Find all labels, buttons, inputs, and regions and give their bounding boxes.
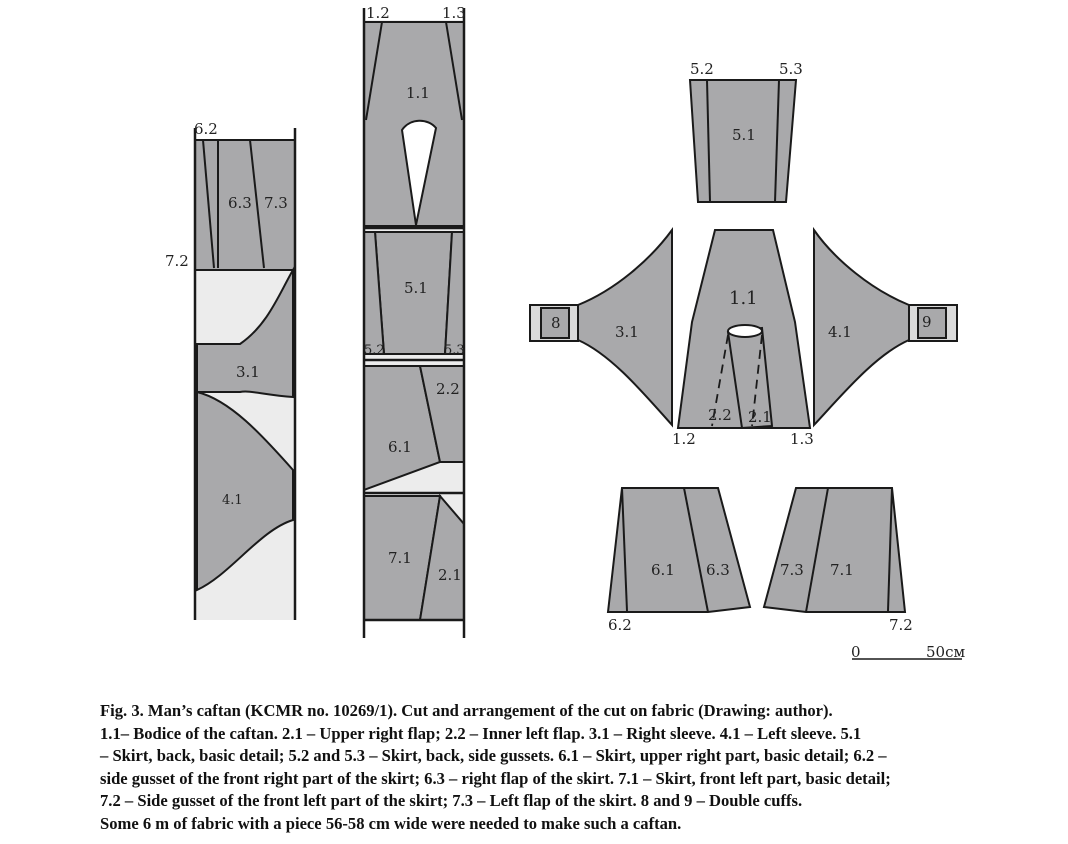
collar-opening	[728, 325, 762, 337]
label-6-3-right: 6.3	[706, 561, 730, 579]
label-1-1-right: 1.1	[729, 288, 758, 309]
label-6-1-middle: 6.1	[388, 438, 412, 456]
piece-6-1-right	[608, 488, 750, 612]
label-6-3-left: 6.3	[228, 194, 252, 212]
label-1-3-top: 1.3	[442, 4, 466, 22]
label-7-1-middle: 7.1	[388, 549, 412, 567]
label-5-2-middle: 5.2	[364, 343, 385, 358]
label-7-2-right: 7.2	[889, 616, 913, 634]
label-9: 9	[922, 313, 932, 331]
label-1-2-top: 1.2	[366, 4, 390, 22]
caption-line-2: 1.1– Bodice of the caftan. 2.1 – Upper right flap; 2.2 – Inner left flap. 3.1 – Right sleeve. 4.1 – Left sleeve. 5.1	[100, 723, 862, 743]
label-5-3-middle: 5.3	[444, 343, 465, 358]
left-fabric-strip	[165, 120, 295, 620]
caption-line-1: Fig. 3. Man’s caftan (KCMR no. 10269/1). Cut and arrangement of the cut on fabric (Drawing: author).	[100, 701, 833, 720]
label-7-2-left: 7.2	[165, 252, 189, 270]
label-5-2-right: 5.2	[690, 60, 714, 78]
label-2-2-right: 2.2	[708, 406, 732, 424]
caption-line-6: Some 6 m of fabric with a piece 56-58 cm wide were needed to make such a caftan.	[100, 813, 682, 833]
label-2-2-middle: 2.2	[436, 380, 460, 398]
label-6-2-left: 6.2	[194, 120, 218, 138]
label-5-1-middle: 5.1	[404, 279, 428, 297]
scale-label-50cm: 50см	[926, 643, 966, 661]
label-7-1-right: 7.1	[830, 561, 854, 579]
label-1-3-right: 1.3	[790, 430, 814, 448]
label-2-1-middle: 2.1	[438, 566, 462, 584]
label-5-1-right: 5.1	[732, 126, 756, 144]
label-6-2-right: 6.2	[608, 616, 632, 634]
caption-line-3: – Skirt, back, basic detail; 5.2 and 5.3 – Skirt, back, side gussets. 6.1 – Skirt, upper right part, basic detail; 6.2 –	[100, 746, 887, 766]
figure-caption	[100, 700, 1040, 836]
caption-line-5: 7.2 – Side gusset of the front left part of the skirt; 7.3 – Left flap of the skirt. 8 and 9 – Double cuffs.	[100, 791, 803, 811]
label-1-1-middle: 1.1	[406, 84, 430, 102]
scale-label-zero: 0	[851, 643, 861, 661]
piece-7-1-right	[764, 488, 905, 612]
label-3-1-left: 3.1	[236, 363, 260, 381]
caption-line-4: side gusset of the front right part of the skirt; 6.3 – right flap of the skirt. 7.1 – Skirt, front left part, basic detail;	[100, 768, 891, 788]
label-7-3-left: 7.3	[264, 194, 288, 212]
label-4-1-left: 4.1	[222, 493, 243, 508]
label-4-1-right: 4.1	[828, 323, 852, 341]
label-1-2-right: 1.2	[672, 430, 696, 448]
label-6-1-right: 6.1	[651, 561, 675, 579]
label-8: 8	[551, 314, 561, 332]
label-7-3-right: 7.3	[780, 561, 804, 579]
label-2-1-right: 2.1	[748, 408, 772, 426]
label-5-3-right: 5.3	[779, 60, 803, 78]
label-3-1-right: 3.1	[615, 323, 639, 341]
assembled-caftan	[530, 60, 965, 661]
middle-fabric-strip	[364, 4, 466, 638]
